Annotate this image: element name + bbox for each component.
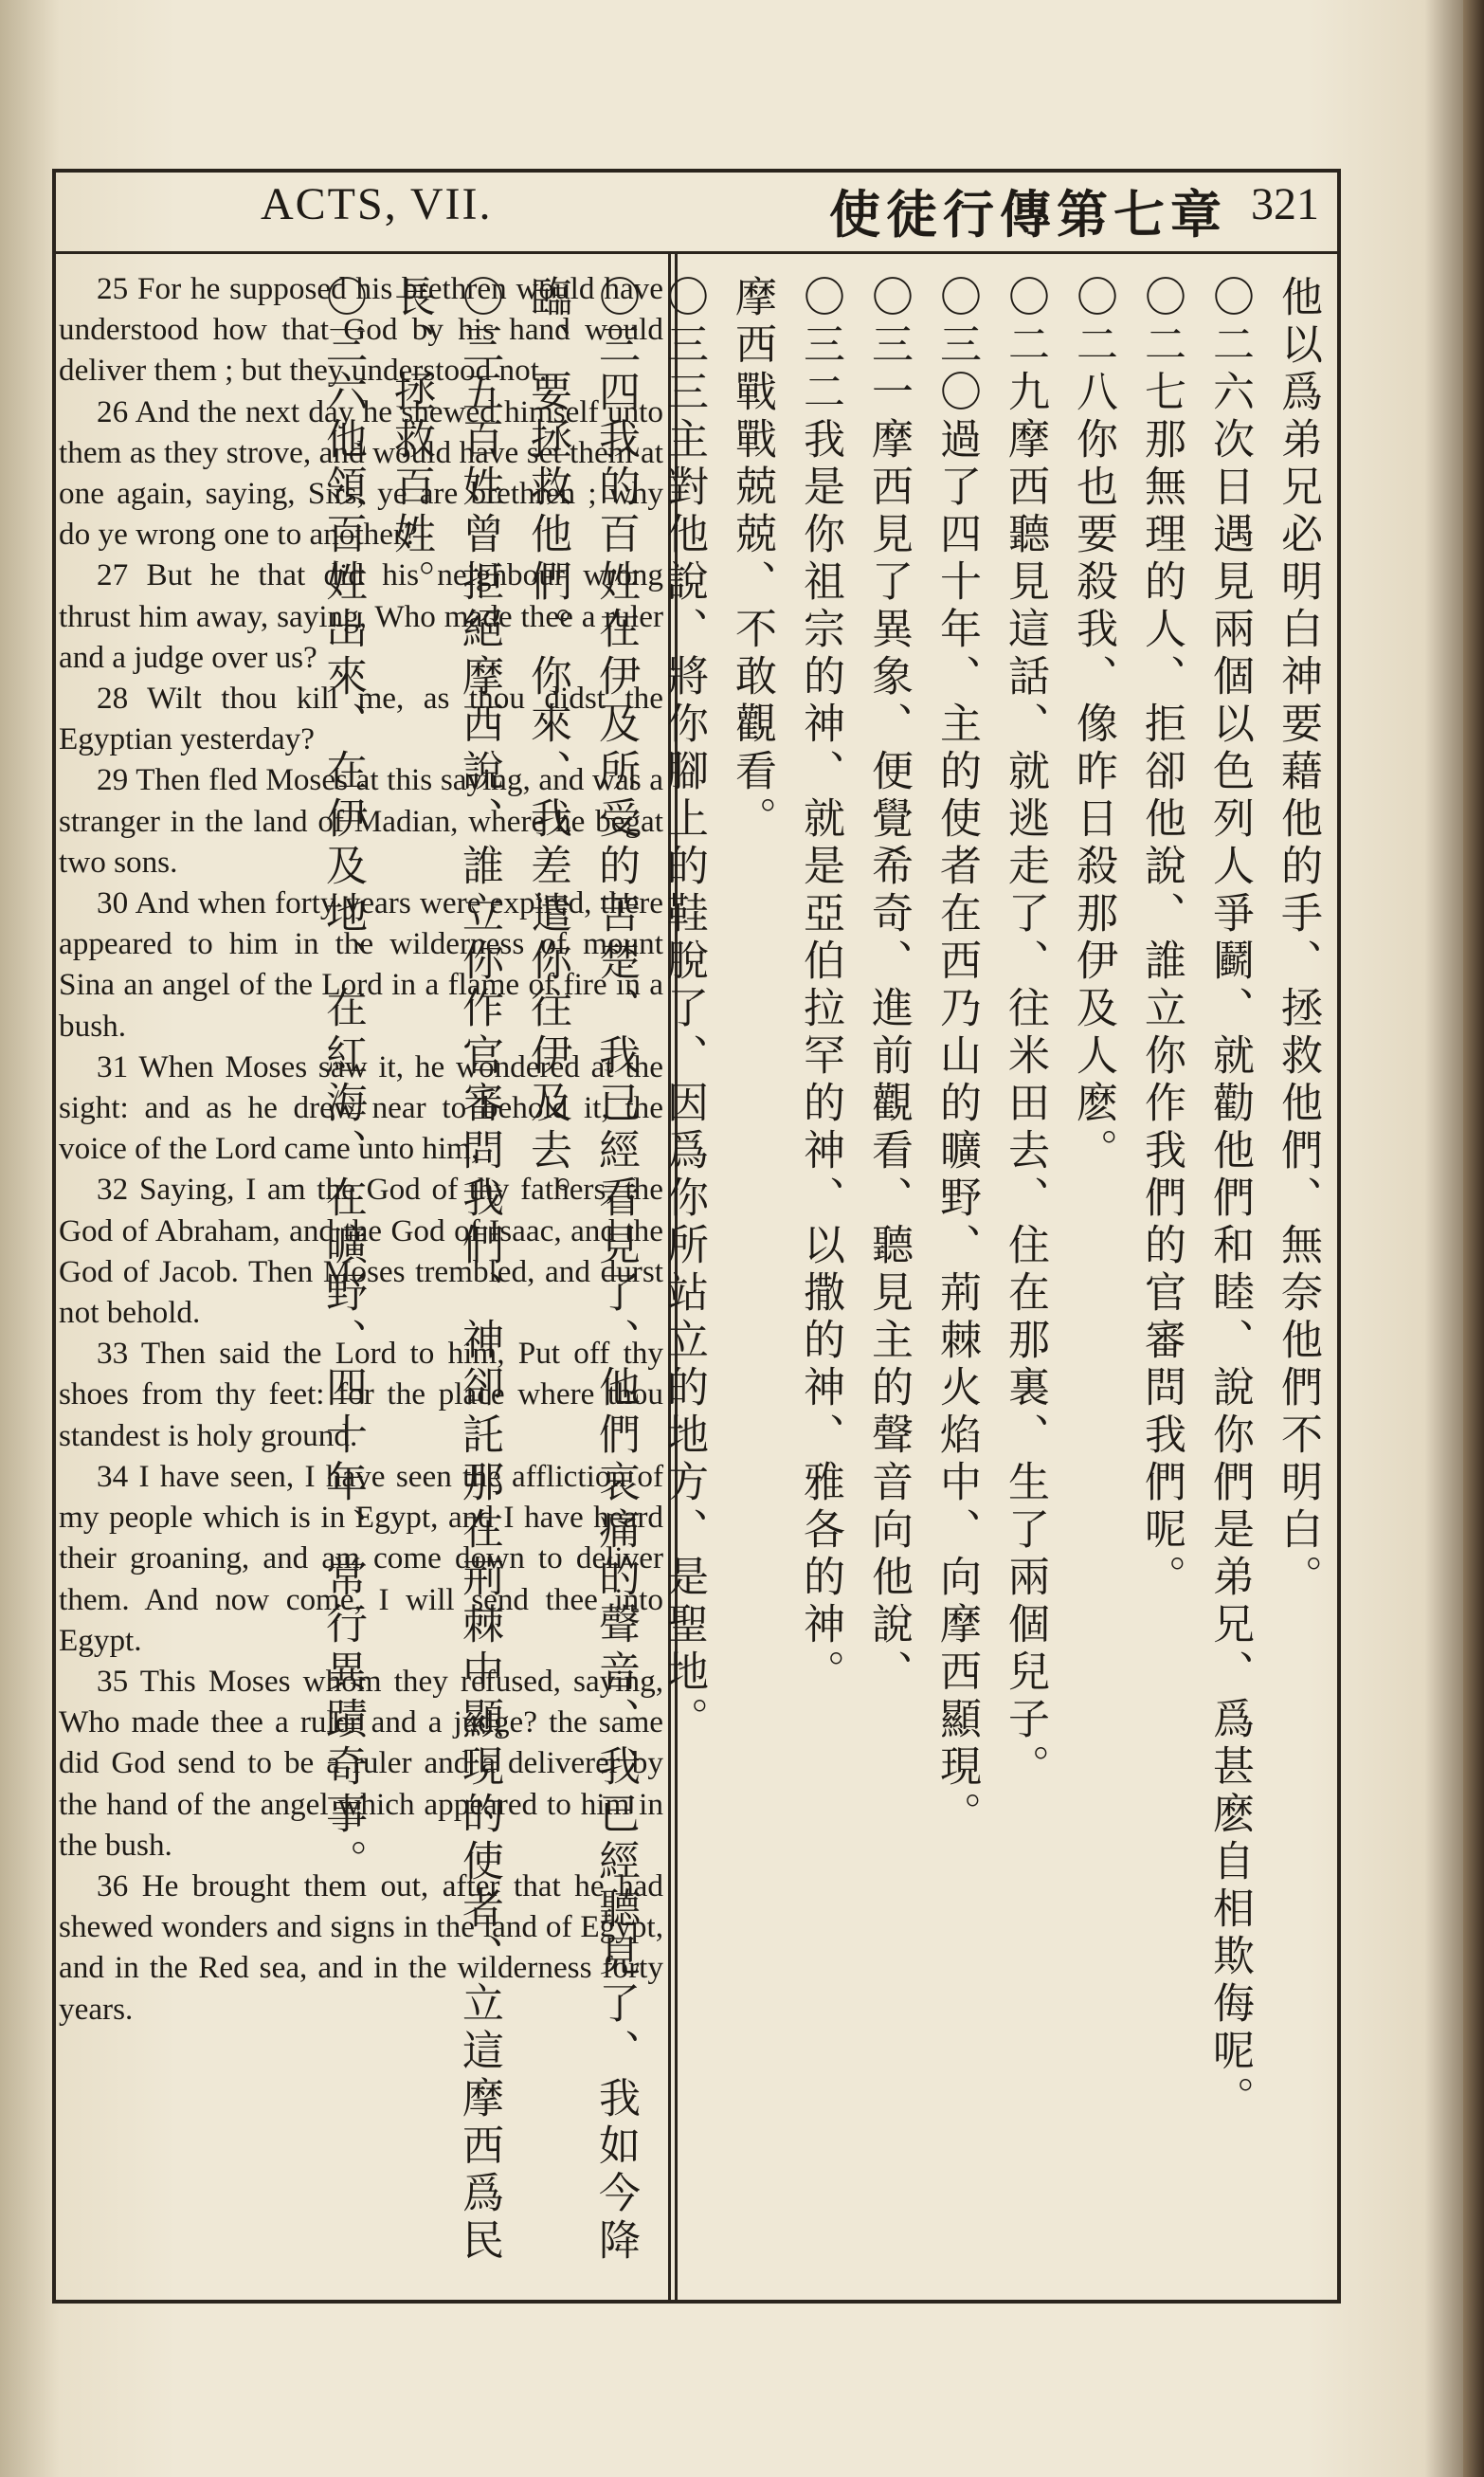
chinese-text-8: 〇三二我是你祖宗的神、就是亞伯拉罕的神、以撒的神、雅各的神。 xyxy=(796,275,844,1697)
chinese-text-12: 〇三五百姓曾拒絕摩西說、誰立你作官審問我們、神卻託那在荊棘中顯現的使者、立這摩西爲民長、拯救百姓。 xyxy=(387,275,503,2266)
verse-30: 30 And when forty years were expired, there appeared to him in the wilderness of mount Sina an angel of the Lord in a flame of fire in a bush. xyxy=(59,885,663,1044)
verse-31: 31 When Moses saw it, he wondered at the sight: and as he drew near to behold it, the voice of the Lord came unto him, xyxy=(59,1048,663,1167)
running-header xyxy=(52,169,1341,254)
verse-33: 33 Then said the Lord to him, Put off thy shoes from thy feet: for the place where thou standest is holy ground. xyxy=(59,1336,663,1453)
chinese-text-7: 〇三一摩西見了異象、便覺希奇、進前觀看、聽見主的聲音向他說、 xyxy=(864,275,913,1697)
verse-32: 32 Saying, I am the God of thy fathers, the God of Abraham, and the God of Isaac, and the God of Jacob. Then Moses trembled, and durst not behold. xyxy=(59,1172,663,1331)
page-number: 321 xyxy=(1251,179,1319,229)
chinese-text-2: 〇二六次日遇見兩個以色列人爭鬬、就勸他們和睦、說你們是弟兄、爲甚麽自相欺侮呢。 xyxy=(1205,275,1254,2123)
verse-26: 26 And the next day he shewed himself unto them as they strove, and would have set them at one again, saying, Sirs, ye are brethren ; why do ye wrong one to another? xyxy=(59,393,663,553)
verse-28: 28 Wilt thou kill me, as thou didst the Egyptian yesterday? xyxy=(59,681,663,757)
verse-27: 27 But he that did his neighbour wrong thrust him away, saying, Who made thee a ruler and a judge over us? xyxy=(59,557,663,675)
chinese-text-6: 〇三〇過了四十年、主的使者在西乃山的曠野、荊棘火焰中、向摩西顯現。 xyxy=(932,275,981,1839)
verse-36: 36 He brought them out, after that he had shewed wonders and signs in the land of Egypt, and in the Red sea, and in the wilderness forty years. xyxy=(59,1867,663,2027)
verse-25: 25 For he supposed his brethren would have understood how that God by his hand would deliver them ; but they understood not. xyxy=(59,271,663,389)
chinese-text-13: 〇三六他領百姓出來、在伊及地、在紅海、在曠野、四十年、常行異蹟奇事。 xyxy=(318,275,367,1886)
chinese-text-4: 〇二八你也要殺我、像昨日殺那伊及人麽。 xyxy=(1069,275,1117,1175)
book-spine xyxy=(1463,0,1484,2477)
chinese-text-3: 〇二七那無理的人、拒卻他說、誰立你作我們的官審問我們呢。 xyxy=(1137,275,1185,1602)
chinese-text-10: 〇三三主對他說、將你腳上的鞋脫了、因爲你所站立的地方、是聖地。 xyxy=(660,275,708,1744)
chinese-text-1: 他以爲弟兄必明白神要藉他的手、拯救他們、無奈他們不明白。 xyxy=(1274,275,1322,1602)
chinese-text-11: 〇三四我的百姓在伊及所受的苦楚、我已經看見了、他們哀痛的聲音、我已經聽見了、我如今降臨、要拯救他們。你來、我差遣你往伊及去。 xyxy=(523,275,640,2266)
english-running-title: ACTS, VII. xyxy=(261,179,493,229)
chinese-text-5: 〇二九摩西聽見這話、就逃走了、往米田去、住在那裏、生了兩個兒子。 xyxy=(1001,275,1049,1792)
verse-34: 34 I have seen, I have seen the affliction of my people which is in Egypt, and I have heard their groaning, and am come down to deliver them. And now come, I will send thee into Egypt. xyxy=(59,1458,663,1658)
chinese-running-title: 使徒行傳第七章 xyxy=(829,184,1227,245)
verse-29: 29 Then fled Moses at this saying, and was a stranger in the land of Madian, where he begat two sons. xyxy=(59,762,663,880)
verse-35: 35 This Moses whom they refused, saying, Who made thee a ruler and a judge? the same did God send to be a ruler and a deliverer by the hand of the angel which appeared to him in the bush. xyxy=(59,1663,663,1863)
chinese-text-9: 摩西戰戰兢兢、不敢觀看。 xyxy=(728,275,776,844)
